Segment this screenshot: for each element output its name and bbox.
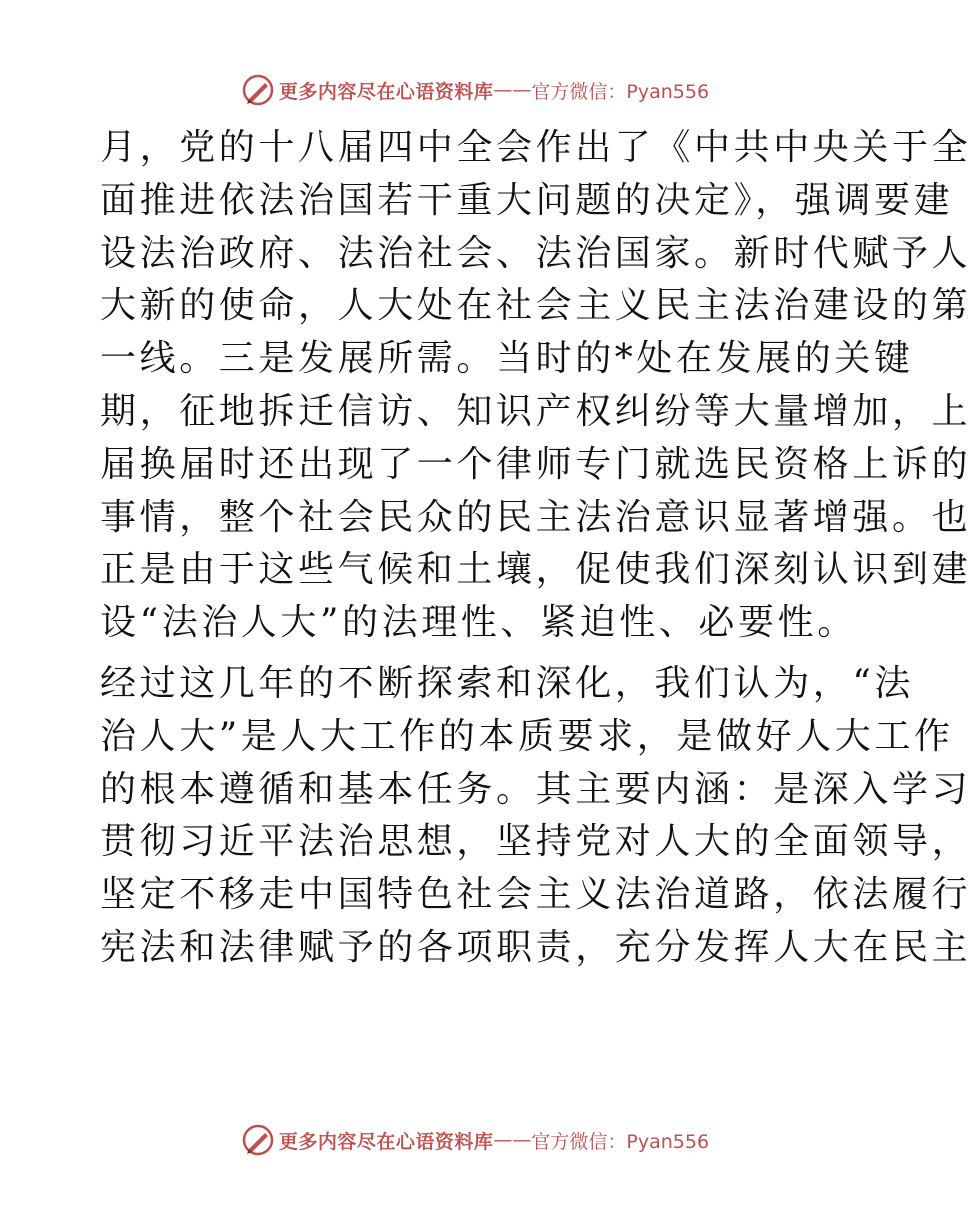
text-line: 正是由于这些气候和土壤，促使我们深刻认识到建 <box>100 549 971 591</box>
text-line: 面推进依法治国若干重大问题的决定》，强调要建 <box>100 179 954 221</box>
text-line: 月，党的十八届四中全会作出了《中共中央关于全 <box>100 127 971 168</box>
text-line: 经过这几年的不断探索和深化，我们认为，“法 <box>100 662 915 704</box>
text-line: 宪法和法律赋予的各项职责，充分发挥人大在民主 <box>100 926 971 968</box>
watermark-slogan: 更多内容尽在心语资料库 <box>278 1130 494 1153</box>
paragraph-2 <box>100 658 971 975</box>
text-line: 坚定不移走中国特色社会主义法治道路，依法履行 <box>100 874 971 916</box>
pen-logo-icon <box>241 1123 275 1157</box>
text-line: 届换届时还出现了一个律师专门就选民资格上诉的 <box>100 443 971 485</box>
header-watermark <box>0 70 950 110</box>
paragraph-gap <box>100 650 850 658</box>
text-line: 设法治政府、法治社会、法治国家。新时代赋予人 <box>100 232 971 274</box>
footer-watermark <box>0 1120 950 1160</box>
watermark-separator: —— <box>493 79 532 101</box>
watermark-contact: 官方微信：Pyan556 <box>531 1130 710 1153</box>
text-line: 治人大”是人大工作的本质要求，是做好人大工作 <box>100 715 954 757</box>
paragraph-1 <box>100 122 971 650</box>
text-line: 期，征地拆迁信访、知识产权纠纷等大量增加，上 <box>100 390 971 432</box>
text-line: 贯彻习近平法治思想，坚持党对人大的全面领导， <box>100 821 971 863</box>
pen-logo-icon <box>241 73 275 107</box>
text-line: 大新的使命，人大处在社会主义民主法治建设的第 <box>100 285 971 327</box>
watermark-slogan: 更多内容尽在心语资料库 <box>278 80 494 103</box>
text-line: 事情，整个社会民众的民主法治意识显著增强。也 <box>100 496 971 538</box>
text-line: 的根本遵循和基本任务。其主要内涵：是深入学习 <box>100 768 971 810</box>
watermark-contact: 官方微信：Pyan556 <box>531 80 710 103</box>
document-body <box>100 122 971 975</box>
watermark-separator: —— <box>493 1129 532 1151</box>
text-line: 设“法治人大”的法理性、紧迫性、必要性。 <box>100 602 857 644</box>
text-line: 一线。三是发展所需。当时的*处在发展的关键 <box>100 338 914 380</box>
